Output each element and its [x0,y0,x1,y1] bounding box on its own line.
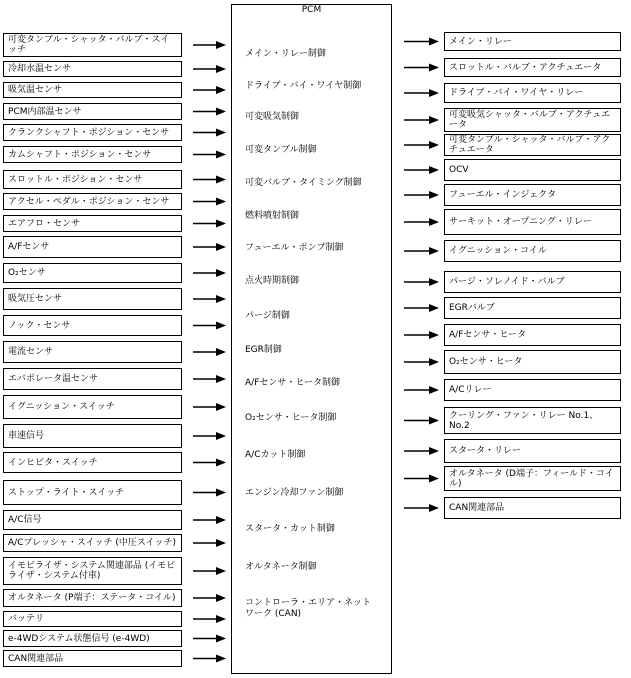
output-arrow-6 [404,191,439,199]
input-arrow-9 [193,243,226,251]
control-variable-intake: 可変吸気制御 [245,112,300,122]
input-crankshaft-sensor: クランクシャフト・ポジション・センサ [3,124,182,141]
input-intake-air-temp-sensor: 吸気温センサ [3,82,182,98]
output-arrow-0 [404,38,439,46]
output-alternator-d-terminal: オルタネータ (D端子：フィールド・コイル) [444,466,621,491]
input-ac-pressure-switch: A/Cプレッシャ・スイッチ (中圧スイッチ) [3,534,182,552]
input-ac-signal: A/C信号 [3,510,182,530]
input-arrow-4 [193,129,226,137]
output-circuit-opening-relay: サーキット・オープニング・リレー [444,209,621,235]
output-arrow-5 [404,166,439,174]
input-ignition-switch: イグニッション・スイッチ [3,395,182,419]
input-pcm-internal-temp-sensor: PCM内部温センサ [3,103,182,120]
output-arrow-4 [404,141,439,149]
output-egr-valve: EGRバルブ [444,297,621,319]
input-inhibitor-switch: インヒビタ・スイッチ [3,452,182,473]
input-arrow-2 [193,86,226,94]
input-arrow-22 [193,594,226,602]
control-fuel-pump: フューエル・ポンプ制御 [245,243,344,253]
input-arrow-24 [193,635,226,643]
input-arrow-7 [193,198,226,206]
control-ac-cut: A/Cカット制御 [245,450,306,460]
output-arrow-13 [404,386,439,394]
input-arrow-25 [193,655,226,663]
output-variable-tumble-actuator: 可変タンブル・シャッタ・バルブ・アクチュエータ [444,134,621,156]
input-can-parts: CAN関連部品 [3,650,182,667]
input-arrow-19 [193,516,226,524]
control-fuel-injection: 燃料噴射制御 [245,211,300,221]
input-arrow-1 [193,65,226,73]
input-arrow-3 [193,108,226,116]
output-arrow-15 [404,447,439,455]
output-arrow-12 [404,358,439,366]
output-arrow-7 [404,218,439,226]
input-arrow-18 [193,489,226,497]
control-o2-sensor-heater: O₂センサ・ヒータ制御 [245,413,337,423]
input-knock-sensor: ノック・センサ [3,315,182,336]
input-arrow-5 [193,151,226,159]
output-arrow-1 [404,64,439,72]
output-main-relay: メイン・リレー [444,32,621,51]
input-arrow-12 [193,322,226,330]
output-arrow-9 [404,278,439,286]
input-current-sensor: 電流センサ [3,341,182,363]
output-arrow-3 [404,116,439,124]
output-arrow-17 [404,504,439,512]
control-variable-valve-timing: 可変バルブ・タイミング制御 [245,178,362,188]
control-variable-tumble: 可変タンブル制御 [245,145,317,155]
control-cooling-fan: エンジン冷却ファン制御 [245,488,344,498]
input-arrow-16 [193,432,226,440]
input-af-sensor: A/Fセンサ [3,236,182,258]
control-can: コントローラ・エリア・ネットワーク (CAN) [245,598,372,619]
input-arrow-6 [193,176,226,184]
input-arrow-14 [193,375,226,383]
control-main-relay: メイン・リレー制御 [245,49,326,59]
output-o2-sensor-heater: O₂センサ・ヒータ [444,350,621,374]
input-arrow-0 [193,41,226,49]
control-af-sensor-heater: A/Fセンサ・ヒータ制御 [245,378,341,388]
input-throttle-position-sensor: スロットル・ポジション・センサ [3,170,182,189]
input-vehicle-speed-signal: 車速信号 [3,424,182,448]
pcm-title: PCM [301,5,322,15]
control-ignition-timing: 点火時期制御 [245,276,300,286]
control-alternator: オルタネータ制御 [245,562,317,572]
input-battery: バッテリ [3,611,182,627]
input-arrow-23 [193,615,226,623]
output-arrow-2 [404,89,439,97]
output-can-parts: CAN関連部品 [444,497,621,519]
input-accelerator-pedal-sensor: アクセル・ペダル・ポジション・センサ [3,193,182,210]
output-starter-relay: スタータ・リレー [444,439,621,463]
output-purge-solenoid: パージ・ソレノイド・バルブ [444,271,621,293]
output-fuel-injector: フューエル・インジェクタ [444,184,621,206]
input-immobilizer-parts: イモビライザ・システム関連部品 (イモビライザ・システム付車) [3,557,182,585]
input-camshaft-sensor: カムシャフト・ポジション・センサ [3,146,182,163]
input-airflow-sensor: エアフロ・センサ [3,215,182,232]
input-arrow-17 [193,459,226,467]
input-arrow-20 [193,539,226,547]
input-coolant-temp-sensor: 冷却水温センサ [3,61,182,77]
input-stop-light-switch: ストップ・ライト・スイッチ [3,480,182,505]
input-tumble-valve-switch: 可変タンブル・シャッタ・バルブ・スイッチ [3,33,182,57]
input-arrow-15 [193,403,226,411]
control-drive-by-wire: ドライブ・バイ・ワイヤ制御 [245,81,362,91]
output-arrow-10 [404,304,439,312]
control-purge: パージ制御 [245,311,290,321]
output-dbw-relay: ドライブ・バイ・ワイヤ・リレー [444,83,621,103]
input-alternator-p-terminal: オルタネータ (P端子：ステータ・コイル) [3,589,182,607]
input-arrow-10 [193,269,226,277]
output-arrow-16 [404,475,439,483]
output-arrow-11 [404,331,439,339]
output-variable-intake-actuator: 可変吸気シャッタ・バルブ・アクチュエータ [444,108,621,132]
input-arrow-21 [193,567,226,575]
control-egr: EGR制御 [245,345,282,355]
output-ocv: OCV [444,159,621,181]
input-arrow-8 [193,220,226,228]
output-af-sensor-heater: A/Fセンサ・ヒータ [444,324,621,346]
output-ac-relay: A/Cリレー [444,379,621,401]
output-throttle-valve-actuator: スロットル・バルブ・アクチュエータ [444,58,621,77]
output-cooling-fan-relay: クーリング・ファン・リレー No.1、No.2 [444,407,621,434]
input-intake-pressure-sensor: 吸気圧センサ [3,288,182,310]
output-arrow-8 [404,247,439,255]
input-arrow-11 [193,295,226,303]
input-arrow-13 [193,348,226,356]
control-starter-cut: スタータ・カット制御 [245,524,335,534]
output-arrow-14 [404,417,439,425]
input-evaporator-temp-sensor: エバポレータ温センサ [3,368,182,390]
input-o2-sensor: O₂センサ [3,263,182,283]
output-ignition-coil: イグニッション・コイル [444,240,621,262]
input-e4wd-status-signal: e-4WDシステム状態信号 (e-4WD) [3,630,182,647]
